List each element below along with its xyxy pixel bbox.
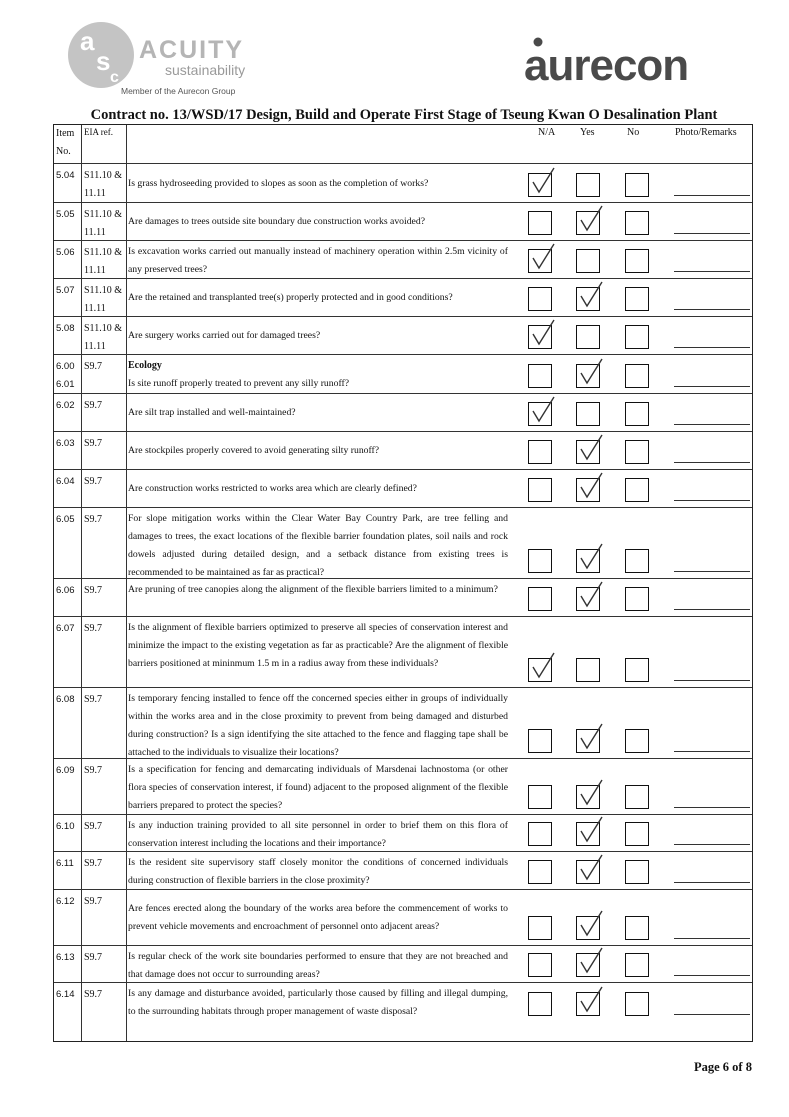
checkmark-icon bbox=[575, 815, 605, 845]
checklist-table bbox=[53, 124, 753, 1042]
eia-ref: S11.10 & 11.11 bbox=[84, 285, 122, 314]
item-number: 5.04 bbox=[56, 170, 75, 181]
item-number: 5.05 bbox=[56, 209, 75, 220]
table-row bbox=[54, 163, 752, 203]
checkbox-no[interactable] bbox=[625, 916, 649, 940]
question-text: Is excavation works carried out manually instead of machinery operation within 2.5m vicinity of any preserved trees? bbox=[128, 246, 508, 275]
page-header bbox=[0, 0, 789, 123]
table-row bbox=[54, 316, 752, 355]
question-cell bbox=[128, 175, 508, 193]
table-row bbox=[54, 687, 752, 759]
checkmark-icon bbox=[575, 778, 605, 808]
question-cell bbox=[128, 327, 508, 345]
checkbox-no[interactable] bbox=[625, 402, 649, 426]
checkbox-no[interactable] bbox=[625, 992, 649, 1016]
checkbox-no[interactable] bbox=[625, 211, 649, 235]
checkbox-no[interactable] bbox=[625, 478, 649, 502]
checkbox-no[interactable] bbox=[625, 587, 649, 611]
checkbox-yes[interactable] bbox=[576, 822, 600, 846]
checkbox-na[interactable] bbox=[528, 440, 552, 464]
item-number: 6.08 bbox=[56, 694, 75, 705]
checkbox-yes[interactable] bbox=[576, 992, 600, 1016]
table-row bbox=[54, 469, 752, 508]
question-cell bbox=[128, 404, 508, 422]
checkbox-na[interactable] bbox=[528, 587, 552, 611]
checkmark-icon bbox=[575, 280, 605, 310]
remarks-field[interactable] bbox=[674, 386, 750, 387]
checkbox-yes[interactable] bbox=[576, 440, 600, 464]
checkbox-yes[interactable] bbox=[576, 785, 600, 809]
checkbox-na[interactable] bbox=[528, 549, 552, 573]
checkmark-icon bbox=[575, 722, 605, 752]
checkmark-icon bbox=[575, 204, 605, 234]
checkbox-no[interactable] bbox=[625, 440, 649, 464]
eia-ref: S9.7 bbox=[84, 765, 103, 776]
item-number: 6.06 bbox=[56, 585, 75, 596]
svg-text:c: c bbox=[110, 69, 119, 86]
question-text: Are the retained and transplanted tree(s) properly protected and in good conditions? bbox=[128, 292, 453, 303]
col-item-no: Item No. bbox=[56, 128, 75, 157]
remarks-field[interactable] bbox=[674, 882, 750, 883]
checkbox-na[interactable] bbox=[528, 822, 552, 846]
checkmark-icon bbox=[527, 242, 557, 272]
remarks-field[interactable] bbox=[674, 975, 750, 976]
remarks-field[interactable] bbox=[674, 347, 750, 348]
item-number: 5.07 bbox=[56, 285, 75, 296]
checkbox-na[interactable] bbox=[528, 729, 552, 753]
table-row bbox=[54, 814, 752, 852]
eia-ref: S9.7 bbox=[84, 585, 103, 596]
checkbox-no[interactable] bbox=[625, 953, 649, 977]
question-cell bbox=[128, 761, 508, 815]
eia-ref: S9.7 bbox=[84, 989, 103, 1000]
eia-ref: S11.10 & 11.11 bbox=[84, 247, 122, 276]
item-number: 6.13 bbox=[56, 952, 75, 963]
eia-ref: S11.10 & 11.11 bbox=[84, 323, 122, 352]
checkmark-icon bbox=[575, 433, 605, 463]
question-text: Are construction works restricted to works area which are clearly defined? bbox=[128, 483, 417, 494]
eia-ref: S11.10 & 11.11 bbox=[84, 209, 122, 238]
checkbox-yes[interactable] bbox=[576, 249, 600, 273]
checkbox-yes[interactable] bbox=[576, 211, 600, 235]
remarks-field[interactable] bbox=[674, 500, 750, 501]
question-cell bbox=[128, 243, 508, 279]
col-photo-remarks: Photo/Remarks bbox=[675, 127, 737, 138]
checkbox-yes[interactable] bbox=[576, 549, 600, 573]
question-cell bbox=[128, 289, 508, 307]
contract-title: Contract no. 13/WSD/17 Design, Build and Operate First Stage of Tseung Kwan O Desalination Plant bbox=[90, 107, 718, 123]
checkbox-na[interactable] bbox=[528, 173, 552, 197]
remarks-field[interactable] bbox=[674, 233, 750, 234]
table-row bbox=[54, 758, 752, 815]
checkbox-yes[interactable] bbox=[576, 325, 600, 349]
item-number: 6.02 bbox=[56, 400, 75, 411]
question-text: Is any damage and disturbance avoided, particularly those caused by filling and illegal dumping, to the surrounding habitats through proper management of waste disposal? bbox=[128, 988, 508, 1017]
eia-ref: S9.7 bbox=[84, 400, 103, 411]
checkmark-icon bbox=[527, 395, 557, 425]
item-number: 6.05 bbox=[56, 514, 75, 525]
checkbox-no[interactable] bbox=[625, 287, 649, 311]
item-number: 6.11 bbox=[56, 858, 74, 869]
section-heading: Ecology bbox=[128, 360, 162, 371]
checkbox-no[interactable] bbox=[625, 325, 649, 349]
checkbox-na[interactable] bbox=[528, 364, 552, 388]
checkmark-icon bbox=[575, 985, 605, 1015]
question-text: Is site runoff properly treated to prevent any silly runoff? bbox=[128, 378, 350, 389]
question-text: Are damages to trees outside site boundary due construction works avoided? bbox=[128, 216, 426, 227]
checkbox-na[interactable] bbox=[528, 860, 552, 884]
table-row bbox=[54, 982, 752, 1022]
checkbox-no[interactable] bbox=[625, 658, 649, 682]
table-row bbox=[54, 393, 752, 432]
checkbox-na[interactable] bbox=[528, 658, 552, 682]
checkbox-yes[interactable] bbox=[576, 173, 600, 197]
question-text: Are silt trap installed and well-maintained? bbox=[128, 407, 296, 418]
checkbox-na[interactable] bbox=[528, 785, 552, 809]
checkbox-na[interactable] bbox=[528, 211, 552, 235]
checkbox-yes[interactable] bbox=[576, 860, 600, 884]
checkbox-na[interactable] bbox=[528, 953, 552, 977]
question-cell bbox=[128, 213, 508, 231]
question-cell bbox=[128, 985, 508, 1021]
question-cell bbox=[128, 357, 508, 393]
remarks-field[interactable] bbox=[674, 1014, 750, 1015]
question-text: Are stockpiles properly covered to avoid generating silty runoff? bbox=[128, 445, 380, 456]
table-row bbox=[54, 507, 752, 579]
checkbox-no[interactable] bbox=[625, 785, 649, 809]
item-number: 6.14 bbox=[56, 989, 75, 1000]
svg-text:s: s bbox=[96, 46, 111, 76]
question-text: Is a specification for fencing and demarcating individuals of Marsdenai lachnostoma (or other flora species of conservation interest, if found) adjacent to the proposed alignment of the flexible barriers prepared to protect the species? bbox=[128, 764, 508, 811]
question-cell bbox=[128, 900, 508, 936]
eia-ref: S9.7 bbox=[84, 858, 103, 869]
remarks-field[interactable] bbox=[674, 609, 750, 610]
question-cell bbox=[128, 510, 508, 582]
checkbox-yes[interactable] bbox=[576, 953, 600, 977]
question-text: Is the resident site supervisory staff closely monitor the conditions of concerned individuals during construction of flexible barriers in the close proximity? bbox=[128, 857, 508, 886]
eia-ref: S11.10 & 11.11 bbox=[84, 170, 122, 199]
page-number: Page 6 of 8 bbox=[694, 1060, 752, 1074]
question-text: Is grass hydroseeding provided to slopes as soon as the completion of works? bbox=[128, 177, 429, 189]
question-text: Is temporary fencing installed to fence off the concerned species either in groups of individually within the works area and in the close proximity to prevent from being damaged and disturbed during construction? Is a sign identifying the site attached to the fence and flagging tape shall be attached to the individuals to visualize their locations? bbox=[128, 693, 508, 758]
question-cell bbox=[128, 690, 508, 762]
aurecon-logo-text: aurecon bbox=[524, 41, 689, 86]
eia-ref: S9.7 bbox=[84, 896, 103, 907]
table-row bbox=[54, 616, 752, 688]
table-row bbox=[54, 851, 752, 890]
checkbox-no[interactable] bbox=[625, 860, 649, 884]
acuity-name: ACUITY bbox=[139, 36, 245, 64]
question-cell bbox=[128, 581, 508, 599]
table-row bbox=[54, 202, 752, 241]
eia-ref: S9.7 bbox=[84, 952, 103, 963]
remarks-field[interactable] bbox=[674, 938, 750, 939]
remarks-field[interactable] bbox=[674, 571, 750, 572]
eia-ref: S9.7 bbox=[84, 694, 103, 705]
col-yes: Yes bbox=[580, 127, 595, 138]
col-na: N/A bbox=[538, 127, 556, 138]
question-text: Is regular check of the work site boundaries performed to ensure that they are not breached and that damage does not occur to surrounding areas? bbox=[128, 951, 508, 980]
question-cell bbox=[128, 480, 508, 498]
checkmark-icon bbox=[575, 580, 605, 610]
eia-ref: S9.7 bbox=[84, 438, 103, 449]
remarks-field[interactable] bbox=[674, 424, 750, 425]
checkmark-icon bbox=[575, 471, 605, 501]
table-row bbox=[54, 578, 752, 617]
checkbox-yes[interactable] bbox=[576, 658, 600, 682]
checkmark-icon bbox=[575, 946, 605, 976]
checkbox-yes[interactable] bbox=[576, 402, 600, 426]
table-row bbox=[54, 889, 752, 946]
acuity-logo-icon bbox=[66, 20, 136, 90]
question-text: For slope mitigation works within the Clear Water Bay Country Park, are tree felling and damages to trees, the exact locations of the flexible barrier foundation plates, soil nails and rock dowels adjusted during detailed design, and a setback distance from existing trees is recommended to be maintained as far as practical? bbox=[128, 513, 508, 578]
checkbox-na[interactable] bbox=[528, 249, 552, 273]
checkbox-yes[interactable] bbox=[576, 364, 600, 388]
checkbox-na[interactable] bbox=[528, 402, 552, 426]
remarks-field[interactable] bbox=[674, 844, 750, 845]
checkmark-icon bbox=[575, 542, 605, 572]
table-row bbox=[54, 240, 752, 279]
eia-ref: S9.7 bbox=[84, 361, 103, 372]
table-row bbox=[54, 431, 752, 470]
remarks-field[interactable] bbox=[674, 462, 750, 463]
question-cell bbox=[128, 854, 508, 890]
item-number: 6.04 bbox=[56, 476, 75, 487]
checkbox-yes[interactable] bbox=[576, 916, 600, 940]
item-number: 6.12 bbox=[56, 896, 75, 907]
checkbox-no[interactable] bbox=[625, 249, 649, 273]
acuity-tagline: sustainability bbox=[165, 62, 246, 78]
checkbox-yes[interactable] bbox=[576, 478, 600, 502]
eia-ref: S9.7 bbox=[84, 476, 103, 487]
checkbox-no[interactable] bbox=[625, 729, 649, 753]
table-header-row bbox=[54, 125, 752, 163]
checkbox-no[interactable] bbox=[625, 173, 649, 197]
eia-ref: S9.7 bbox=[84, 623, 103, 634]
checkbox-na[interactable] bbox=[528, 325, 552, 349]
checkmark-icon bbox=[527, 166, 557, 196]
item-number: 6.09 bbox=[56, 765, 75, 776]
item-number: 6.03 bbox=[56, 438, 75, 449]
question-text: Is the alignment of flexible barriers optimized to preserve all species of conservation interest and minimize the impact to the existing vegetation as far as practicable? Are the alignment of flexible barriers positioned at mininmum 1.5 m in a radius away from these individuals? bbox=[128, 622, 508, 669]
checkbox-na[interactable] bbox=[528, 992, 552, 1016]
checkbox-no[interactable] bbox=[625, 549, 649, 573]
item-number: 5.06 bbox=[56, 247, 75, 258]
remarks-field[interactable] bbox=[674, 309, 750, 310]
remarks-field[interactable] bbox=[674, 680, 750, 681]
eia-ref: S9.7 bbox=[84, 821, 103, 832]
aurecon-logo bbox=[520, 36, 738, 86]
item-number: 5.08 bbox=[56, 323, 75, 334]
checkbox-na[interactable] bbox=[528, 478, 552, 502]
checkbox-yes[interactable] bbox=[576, 587, 600, 611]
remarks-field[interactable] bbox=[674, 807, 750, 808]
checkbox-na[interactable] bbox=[528, 287, 552, 311]
question-text: Are surgery works carried out for damaged trees? bbox=[128, 330, 321, 341]
checkmark-icon bbox=[575, 853, 605, 883]
question-cell bbox=[128, 442, 508, 460]
member-of-text: Member of the Aurecon Group bbox=[121, 86, 236, 96]
checkmark-icon bbox=[575, 909, 605, 939]
table-row bbox=[54, 278, 752, 317]
eia-ref: S9.7 bbox=[84, 514, 103, 525]
item-number: 6.07 bbox=[56, 623, 75, 634]
remarks-field[interactable] bbox=[674, 195, 750, 196]
checkbox-yes[interactable] bbox=[576, 287, 600, 311]
col-no: No bbox=[627, 127, 640, 138]
checkbox-no[interactable] bbox=[625, 822, 649, 846]
checkmark-icon bbox=[527, 651, 557, 681]
table-row bbox=[54, 945, 752, 983]
svg-text:a: a bbox=[80, 26, 95, 56]
col-eia-ref: EIA ref. bbox=[84, 127, 113, 137]
checkbox-na[interactable] bbox=[528, 916, 552, 940]
item-number: 6.10 bbox=[56, 821, 75, 832]
question-cell bbox=[128, 948, 508, 984]
checkmark-icon bbox=[527, 318, 557, 348]
item-number: 6.00 6.01 bbox=[56, 361, 75, 390]
question-cell bbox=[128, 817, 508, 853]
checkmark-icon bbox=[575, 357, 605, 387]
question-text: Are pruning of tree canopies along the alignment of the flexible barriers limited to a minimum? bbox=[128, 584, 498, 595]
remarks-field[interactable] bbox=[674, 751, 750, 752]
table-row bbox=[54, 354, 752, 394]
question-cell bbox=[128, 619, 508, 673]
question-text: Is any induction training provided to all site personnel in order to brief them on this flora of conservation interest including the locations and their importance? bbox=[128, 820, 508, 849]
checkbox-yes[interactable] bbox=[576, 729, 600, 753]
checkbox-no[interactable] bbox=[625, 364, 649, 388]
question-text: Are fences erected along the boundary of the works area before the commencement of works to prevent vehicle movements and encroachment of personnel onto adjacent areas? bbox=[128, 903, 508, 932]
remarks-field[interactable] bbox=[674, 271, 750, 272]
